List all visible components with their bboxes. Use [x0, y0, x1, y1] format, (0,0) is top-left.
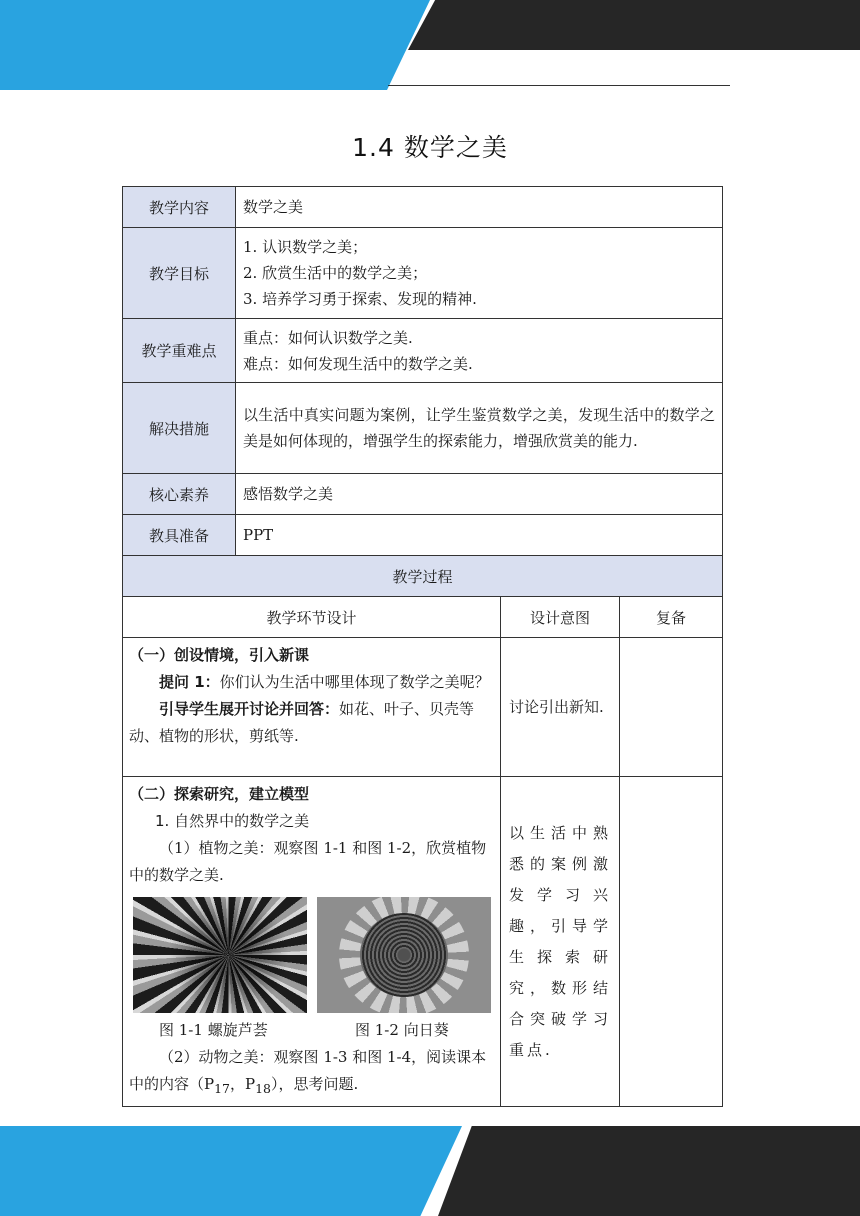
guide-text: 如花、叶子、贝壳等动、植物的形状，剪纸等.	[129, 700, 475, 745]
section-heading: （一）创设情境，引入新课	[129, 646, 310, 664]
header-blue-band	[0, 0, 430, 90]
row-literacy	[123, 474, 723, 515]
row-value: 以生活中真实问题为案例，让学生鉴赏数学之美，发现生活中的数学之美是如何体现的，增强学生的探索能力，增强欣赏美的能力.	[236, 383, 723, 474]
column-header-intent: 设计意图	[501, 597, 620, 638]
subheading: 1. 自然界中的数学之美	[155, 812, 310, 830]
design-cell	[123, 638, 501, 777]
question-label: 提问 1：	[159, 673, 220, 691]
row-label: 解决措施	[123, 383, 236, 474]
intent-cell: 讨论引出新知.	[501, 638, 620, 777]
footer-blue-band	[0, 1126, 462, 1216]
row-value: PPT	[236, 515, 723, 556]
row-label: 教学重难点	[123, 319, 236, 383]
guide-label: 引导学生展开讨论并回答：	[159, 700, 340, 718]
row-value: 感悟数学之美	[236, 474, 723, 515]
sunflower-image	[317, 897, 491, 1013]
row-measures	[123, 383, 723, 474]
row-goals	[123, 228, 723, 319]
row-value	[236, 228, 723, 319]
row-section-1	[123, 638, 723, 777]
row-value	[236, 319, 723, 383]
design-cell	[123, 777, 501, 1107]
section-heading: （二）探索研究，建立模型	[129, 785, 310, 803]
row-column-headers	[123, 597, 723, 638]
backup-cell	[620, 638, 723, 777]
row-value: 数学之美	[236, 187, 723, 228]
row-tools	[123, 515, 723, 556]
section-title: 教学过程	[123, 556, 723, 597]
header-rule	[388, 85, 730, 86]
animal-text-part: ，P	[230, 1075, 256, 1093]
animal-text	[129, 1044, 494, 1102]
row-content	[123, 187, 723, 228]
key-point: 难点：如何发现生活中的数学之美.	[243, 354, 473, 373]
question-text: 你们认为生活中哪里体现了数学之美呢？	[219, 673, 490, 691]
intent-cell: 以生活中熟悉的案例激发学习兴趣，引导学生探索研究，数形结合突破学习重点.	[501, 777, 620, 1107]
row-label: 教学目标	[123, 228, 236, 319]
row-key-points	[123, 319, 723, 383]
goal-item: 1. 认识数学之美；	[243, 238, 368, 256]
figure-captions	[159, 1017, 494, 1044]
figure-caption: 图 1-2 向日葵	[355, 1021, 449, 1039]
row-process-title	[123, 556, 723, 597]
footer-black-band	[438, 1126, 860, 1216]
spiral-aloe-image	[133, 897, 307, 1013]
row-label: 教具准备	[123, 515, 236, 556]
row-section-2	[123, 777, 723, 1107]
figure-row	[133, 897, 494, 1013]
row-label: 教学内容	[123, 187, 236, 228]
plant-text: （1）植物之美：观察图 1-1 和图 1-2，欣赏植物中的数学之美.	[129, 839, 487, 884]
lesson-plan-table	[122, 186, 723, 1107]
animal-text-part: （2）动物之美：观察图 1-3 和图 1-4，阅读课本中的内容（P	[129, 1048, 487, 1093]
animal-text-part: ），思考问题.	[271, 1075, 359, 1093]
figure-caption: 图 1-1 螺旋芦荟	[159, 1021, 268, 1039]
column-header-design: 教学环节设计	[123, 597, 501, 638]
column-header-backup: 复备	[620, 597, 723, 638]
page-title: 1.4 数学之美	[352, 133, 508, 162]
page-subscript: 18	[255, 1081, 271, 1096]
goal-item: 2. 欣赏生活中的数学之美；	[243, 264, 428, 282]
key-point: 重点：如何认识数学之美.	[243, 328, 413, 347]
backup-cell	[620, 777, 723, 1107]
row-label: 核心素养	[123, 474, 236, 515]
header-black-band	[408, 0, 860, 50]
sunflower-disk	[360, 913, 448, 997]
page-subscript: 17	[214, 1081, 230, 1096]
goal-item: 3. 培养学习勇于探索、发现的精神.	[243, 290, 477, 308]
